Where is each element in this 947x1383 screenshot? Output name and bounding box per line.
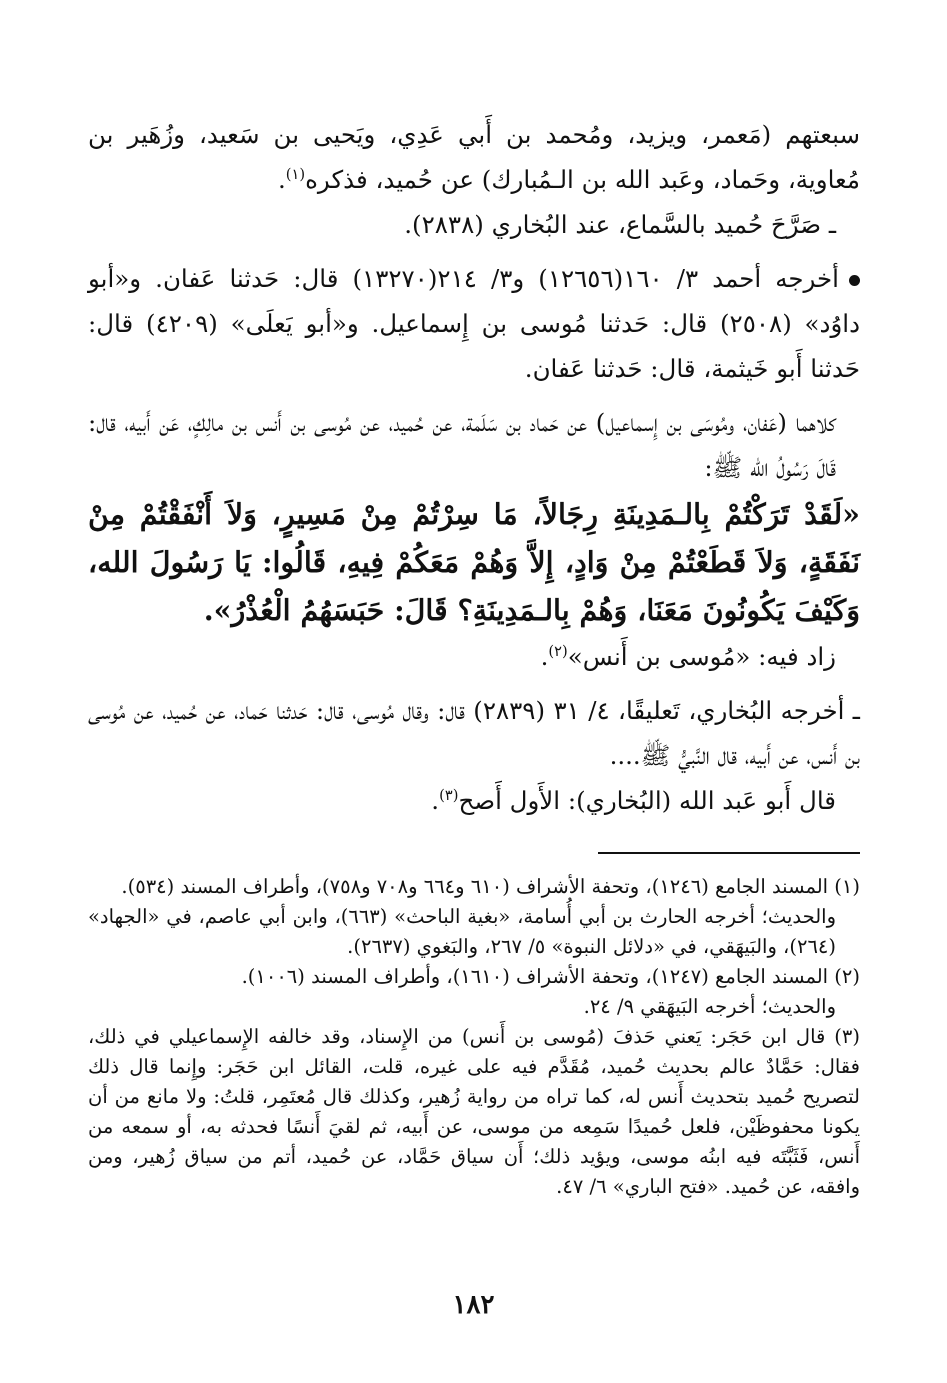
main-text	[88, 112, 860, 823]
footnote-separator	[598, 852, 860, 854]
footnote-2-continued: والحديث؛ أخرجه البَيهَقي ٩/ ٢٤.	[583, 995, 836, 1018]
footnote-1-continued: والحديث؛ أخرجه الحارث بن أبي أُسامة، «بغية الباحث» (٦٦٣)، وابن أبي عاصم، في «الجهاد» (٢٦٤)، والبَيهَقي، في «دلائل النبوة» ٥/ ٢٦٧، والبَغوي (٢٦٣٧).	[88, 905, 837, 958]
paragraph-samaa: ـ صَرَّحَ حُميد بالسَّماع، عند البُخاري (٢٨٣٨).	[404, 210, 836, 239]
paragraph-addition: زاد فيه: «مُوسى بن أَنس»$^{(٢)}$.	[540, 642, 836, 671]
paragraph-takhrij: أخرجه أحمد ٣/ ١٦٠(١٢٦٥٦) و٣/ ٢١٤(١٣٢٧٠) قال: حَدثنا عَفان. و«أبو داوُد» (٢٥٠٨) قال: حَدثنا مُوسى بن إِسماعيل. و«أبو يَعلَى» (٤٢٠٩) قال: حَدثنا أَبو خَيثمة، قال: حَدثنا عَفان.	[88, 264, 861, 383]
footnotes	[88, 872, 860, 1202]
paragraph-conclusion: قال أَبو عَبد الله (البُخاري): الأَول أَصح$^{(٣)}$.	[431, 786, 836, 815]
footnote-ref-2[interactable]: (٢)	[548, 642, 568, 660]
footnote-1: (١) المسند الجامع (١٢٤٦)، وتحفة الأشراف (٦١٠ و٦٦٤ و٧٠٨ و٧٥٨)، وأطراف المسند (٥٣٤).	[121, 875, 860, 898]
footnote-2: (٢) المسند الجامع (١٢٤٧)، وتحفة الأشراف (١٦١٠)، وأطراف المسند (١٠٠٦).	[241, 965, 860, 988]
paragraph-narrators: سبعتهم (مَعمر، ويزيد، ومُحمد بن أَبي عَدِي، ويَحيى بن سَعيد، وزُهَير بن مُعاوية، وحَماد، وعَبد الله بن الـمُبارك) عن حُميد، فذكره$^{(١)}$.	[88, 120, 860, 194]
footnote-3: (٣) قال ابن حَجَر: يَعني حَذفَ (مُوسى بن أَنس) من الإِسناد، وقد خالفه الإِسماعيلي في ذلك، فقال: حَمَّادٌ عالم بحديث حُميد، مُقَدَّم فيه على غيره، قلت، القائل ابن حَجَر: وإِنما قال ذلك لتصريح حُميد بتحديث أَنس له، كما تراه من رواية زُهير، وكذلك قال مُعتَمِر، قلتُ: ولا مانع من أن يكونا محفوظَيْن، فلعل حُميدًا سَمِعه من موسى، عن أَبيه، ثم لقيَ أَنسًا فحدثه به، أو سمعه من أَنس، فَثَبَّتَه فيه ابنُه موسى، ويؤيد ذلك؛ أَن سياق حَمَّاد، عن حُميد، أتم من سياق زُهير، ومن وافقه، عن حُميد. «فتح الباري» ٦/ ٤٧.	[88, 1025, 860, 1198]
paragraph-bukhari: ـ أخرجه البُخاري، تَعليقًا، ٤/ ٣١ (٢٨٣٩) قال: وقال مُوسى، قال: حَدثنا حَماد، عن حُميد، عن مُوسى بن أَنس، عن أَبيه، قال النَّبيُّ ﷺ....	[88, 696, 860, 770]
footnote-ref-3[interactable]: (٣)	[439, 786, 459, 804]
footnote-ref-1[interactable]: (١)	[285, 165, 306, 183]
bullet-icon	[849, 275, 860, 286]
page-number: ١٨٢	[452, 1290, 495, 1320]
hadith-text: «لَقَدْ تَرَكْتُمْ بِالـمَدِينَةِ رِجَالاً، مَا سِرْتُمْ مِنْ مَسِيرٍ، وَلاَ أَنْفَقْتُمْ مِنْ نَفَقَةٍ، وَلاَ قَطَعْتُمْ مِنْ وَادٍ، إِلاَّ وَهُمْ مَعَكُمْ فِيهِ، قَالُوا: يَا رَسُولَ الله، وَكَيْفَ يَكُونُونَ مَعَنَا، وَهُمْ بِالـمَدِينَةِ؟ قَالَ: حَبَسَهُمُ الْعُذْرُ».	[88, 497, 860, 627]
paragraph-isnad: كلاهما (عَفان، ومُوسَى بن إِسماعيل) عن حَماد بن سَلَمة، عن حُميد، عن مُوسى بن أَنس بن مالِكٍ، عَن أَبيه، قال: قَالَ رَسُولُ الله ﷺ:	[88, 408, 836, 482]
